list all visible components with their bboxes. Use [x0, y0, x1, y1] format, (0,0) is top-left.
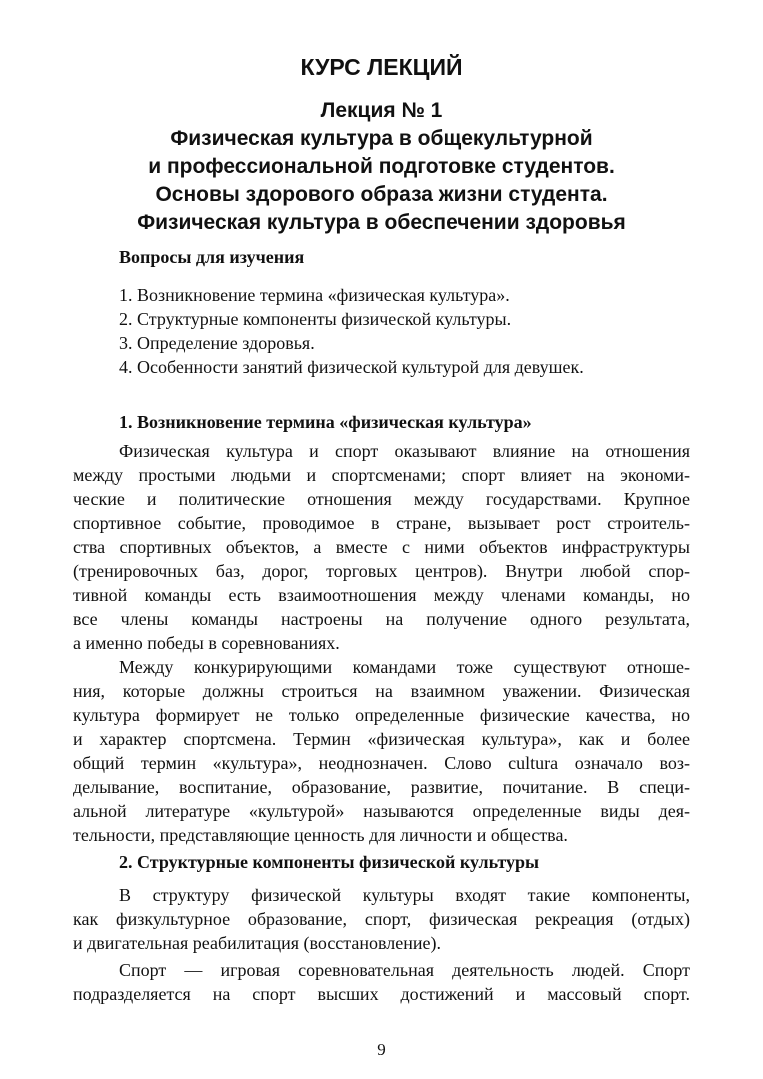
text-line: спортивное событие, проводимое в стране, вызывает рост строитель-	[73, 513, 690, 533]
question-item: 2. Структурные компоненты физической культуры.	[119, 309, 512, 329]
question-item: 1. Возникновение термина «физическая культура».	[119, 285, 510, 305]
text-line: делывание, воспитание, образование, развитие, почитание. В специ-	[73, 777, 690, 797]
section1-title: 1. Возникновение термина «физическая культура»	[119, 412, 532, 432]
page-number: 9	[377, 1040, 386, 1059]
text-line: как физкультурное образование, спорт, физическая рекреация (отдых)	[73, 909, 690, 929]
text-line: подразделяется на спорт высших достижений и массовый спорт.	[73, 984, 690, 1004]
question-item: 4. Особенности занятий физической культурой для девушек.	[119, 357, 584, 377]
text-line: тивной команды есть взаимоотношения между членами команды, но	[73, 585, 690, 605]
text-line: альной литературе «культурой» называются определенные виды дея-	[73, 801, 690, 821]
text-line: культура формирует не только определенные физические качества, но	[73, 705, 690, 725]
lecture-title-line: и профессиональной подготовке студентов.	[148, 155, 615, 178]
lecture-title-line: Физическая культура в общекультурной	[170, 127, 593, 150]
lecture-heading	[40, 97, 723, 237]
lecture-number: Лекция № 1	[320, 99, 443, 122]
section2-body	[73, 883, 690, 1006]
text-line: а именно победы в соревнованиях.	[73, 633, 340, 653]
section2-title: 2. Структурные компоненты физической культуры	[119, 852, 540, 872]
text-line: и двигательная реабилитация (восстановление).	[73, 933, 441, 953]
lecture-title-line: Основы здорового образа жизни студента.	[155, 183, 608, 206]
course-title: КУРС ЛЕКЦИЙ	[300, 54, 463, 80]
text-line: все члены команды настроены на получение одного результата,	[73, 609, 690, 629]
text-line: Спорт — игровая соревновательная деятельность людей. Спорт	[119, 960, 690, 980]
text-line: Между конкурирующими командами тоже существуют отноше-	[119, 657, 690, 677]
text-line: ния, которые должны строиться на взаимном уважении. Физическая	[73, 681, 690, 701]
text-line: тельности, представляющие ценность для личности и общества.	[73, 825, 568, 845]
lecture-title-line: Физическая культура в обеспечении здоровья	[137, 211, 626, 234]
questions-title: Вопросы для изучения	[119, 247, 305, 267]
text-line: Физическая культура и спорт оказывают влияние на отношения	[119, 441, 690, 461]
text-line: между простыми людьми и спортсменами; спорт влияет на экономи-	[73, 465, 690, 485]
text-line: ческие и политические отношения между государствами. Крупное	[73, 489, 690, 509]
text-line: В структуру физической культуры входят такие компоненты,	[119, 885, 690, 905]
text-line: общий термин «культура», неоднозначен. Слово cultura означало воз-	[73, 753, 690, 773]
question-item: 3. Определение здоровья.	[119, 333, 315, 353]
text-line: ства спортивных объектов, а вместе с ними объектов инфраструктуры	[73, 537, 690, 557]
questions-list	[119, 283, 584, 379]
section1-body	[73, 439, 690, 847]
text-line: (тренировочных баз, дорог, торговых центров). Внутри любой спор-	[73, 561, 690, 581]
text-line: и характер спортсмена. Термин «физическая культура», как и более	[73, 729, 690, 749]
